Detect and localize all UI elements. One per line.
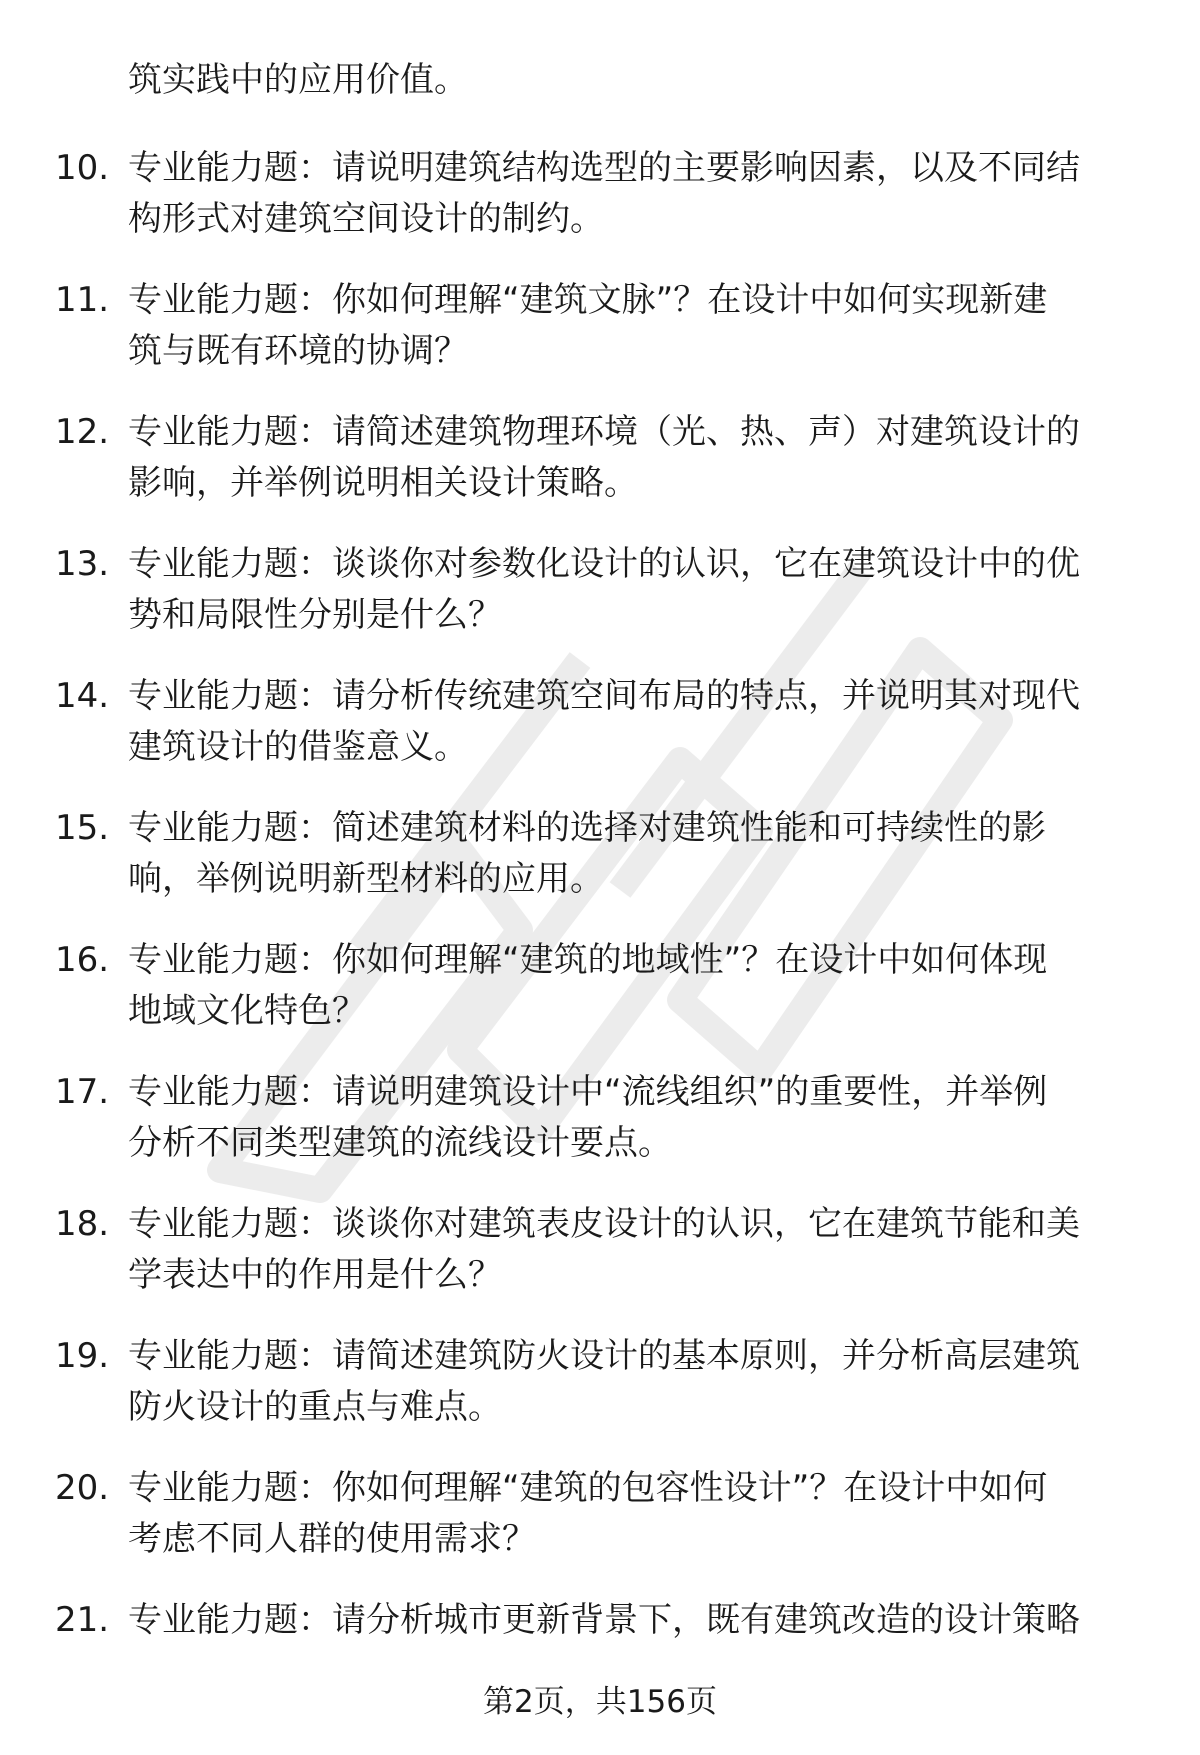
list-item: [0, 1331, 1200, 1463]
question-line: 专业能力题：谈谈你对建筑表皮设计的认识，它在建筑节能和美: [128, 1204, 1080, 1244]
question-text: [128, 407, 1138, 509]
question-number: 18.: [55, 1204, 110, 1244]
question-line: 响，举例说明新型材料的应用。: [128, 859, 604, 899]
question-text: [128, 539, 1138, 641]
question-line: 建筑设计的借鉴意义。: [128, 727, 468, 767]
question-text: [128, 1067, 1138, 1169]
question-text: [128, 1199, 1138, 1301]
question-number: 14.: [55, 676, 110, 716]
question-line: 分析不同类型建筑的流线设计要点。: [128, 1123, 672, 1163]
question-number: 21.: [55, 1600, 110, 1640]
question-number: 20.: [55, 1468, 110, 1508]
question-line: 专业能力题：请简述建筑防火设计的基本原则，并分析高层建筑: [128, 1336, 1080, 1376]
question-line: 专业能力题：请简述建筑物理环境（光、热、声）对建筑设计的: [128, 412, 1080, 452]
question-line: 构形式对建筑空间设计的制约。: [128, 199, 604, 239]
question-text: [128, 1331, 1138, 1433]
question-text: [128, 143, 1138, 245]
list-item: [0, 275, 1200, 407]
question-text: [128, 1463, 1138, 1565]
question-text: [128, 803, 1138, 905]
question-text: [128, 671, 1138, 773]
question-text: [128, 935, 1138, 1037]
list-item: [0, 539, 1200, 671]
question-text: [128, 275, 1138, 377]
question-list: [0, 143, 1200, 1727]
question-number: 15.: [55, 808, 110, 848]
question-number: 17.: [55, 1072, 110, 1112]
list-item: [0, 671, 1200, 803]
question-line: 考虑不同人群的使用需求？: [128, 1519, 536, 1559]
question-line: 专业能力题：请分析传统建筑空间布局的特点，并说明其对现代: [128, 676, 1080, 716]
list-item: [0, 1463, 1200, 1595]
question-number: 11.: [55, 280, 110, 320]
list-item: [0, 1067, 1200, 1199]
list-item: [0, 803, 1200, 935]
list-item: [0, 407, 1200, 539]
list-item: [0, 1199, 1200, 1331]
question-line: 专业能力题：谈谈你对参数化设计的认识，它在建筑设计中的优: [128, 544, 1080, 584]
question-line: 防火设计的重点与难点。: [128, 1387, 502, 1427]
question-line: 地域文化特色？: [128, 991, 366, 1031]
question-text: [128, 1595, 1138, 1646]
question-number: 16.: [55, 940, 110, 980]
question-line: 势和局限性分别是什么？: [128, 595, 502, 635]
question-line: 专业能力题：请说明建筑结构选型的主要影响因素，以及不同结: [128, 148, 1080, 188]
question-line: 专业能力题：请分析城市更新背景下，既有建筑改造的设计策略: [128, 1600, 1080, 1640]
question-number: 13.: [55, 544, 110, 584]
question-number: 10.: [55, 148, 110, 188]
question-number: 19.: [55, 1336, 110, 1376]
question-line: 学表达中的作用是什么？: [128, 1255, 502, 1295]
page-number-footer: 第2页，共156页: [483, 1684, 717, 1720]
continued-question-text: 筑实践中的应用价值。: [128, 60, 468, 100]
question-line: 筑与既有环境的协调？: [128, 331, 468, 371]
question-line: 专业能力题：你如何理解“建筑的地域性”？在设计中如何体现: [128, 940, 1048, 980]
question-line: 专业能力题：请说明建筑设计中“流线组织”的重要性，并举例: [128, 1072, 1048, 1112]
question-line: 专业能力题：你如何理解“建筑的包容性设计”？在设计中如何: [128, 1468, 1048, 1508]
question-line: 专业能力题：你如何理解“建筑文脉”？在设计中如何实现新建: [128, 280, 1048, 320]
list-item: [0, 935, 1200, 1067]
question-line: 影响，并举例说明相关设计策略。: [128, 463, 638, 503]
list-item: [0, 143, 1200, 275]
question-number: 12.: [55, 412, 110, 452]
question-line: 专业能力题：简述建筑材料的选择对建筑性能和可持续性的影: [128, 808, 1046, 848]
